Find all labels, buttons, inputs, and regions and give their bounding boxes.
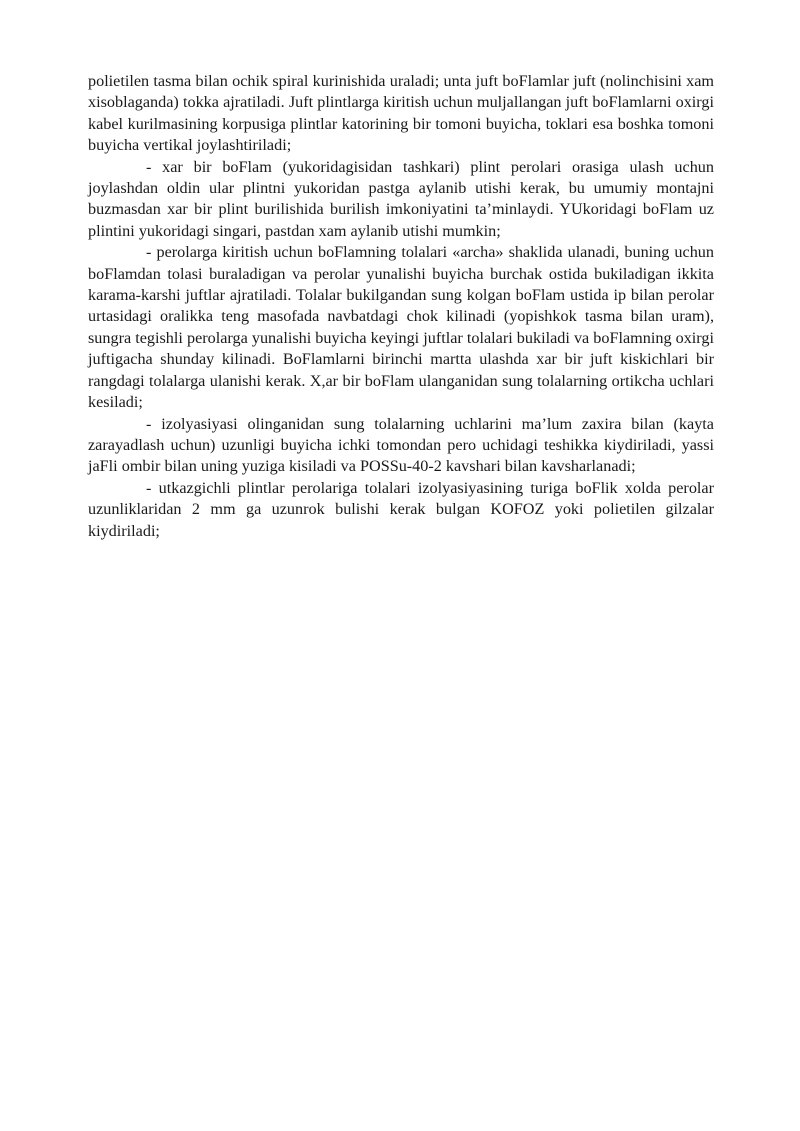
document-page [88, 71, 714, 542]
paragraph-continuation: polietilen tasma bilan ochik spiral kurinishida uraladi; unta juft boFlamlar juft (nolinchisini xam xisoblaganda) tokka ajratiladi. Juft plintlarga kiritish uchun muljallangan juft boFlamlarni oxirgi kabel kurilmasining korpusiga plintlar katorining bir tomoni buyicha, toklari esa boshka tomoni buyicha vertikal joylashtiriladi; [88, 72, 714, 155]
paragraph-list-item-2: - perolarga kiritish uchun boFlamning tolalari «archa» shaklida ulanadi, buning uchun boFlamdan tolasi buraladigan va perolar yunalishi buyicha burchak ostida bukiladigan ikkita karama-karshi juftlar ajratiladi. Tolalar bukilgandan sung kolgan boFlam ustida ip bilan perolar urtasidagi oralikka teng masofada navbatdagi chok kilinadi (yopishkok tasma bilan uram), sungra tegishli perolarga yunalishi buyicha keyingi juftlar tolalari bukiladi va boFlamning oxirgi juftigacha shunday kilinadi. BoFlamlarni birinchi martta ulashda xar bir juft kiskichlari bir rangdagi tolalarga ulanishi kerak. X,ar bir boFlam ulanganidan sung tolalarning ortikcha uchlari kesiladi; [88, 243, 714, 412]
paragraph-list-item-4: - utkazgichli plintlar perolariga tolalari izolyasiyasining turiga boFlik xolda perolar uzunliklaridan 2 mm ga uzunrok bulishi kerak bulgan KOFOZ yoki polietilen gilzalar kiydiriladi; [88, 478, 714, 540]
paragraph-list-item-3: - izolyasiyasi olinganidan sung tolalarning uchlarini ma’lum zaxira bilan (kayta zarayadlash uchun) uzunligi buyicha ichki tomondan pero uchidagi teshikka kiydiriladi, yassi jaFli ombir bilan uning yuziga kisiladi va POSSu-40-2 kavshari bilan kavsharlanadi; [88, 414, 714, 476]
paragraph-list-item-1: - xar bir boFlam (yukoridagisidan tashkari) plint perolari orasiga ulash uchun joylashdan oldin ular plintni yukoridan pastga aylanib utishi kerak, bu umumiy montajni buzmasdan xar bir plint burilishida burilish imkoniyatini ta’minlaydi. YUkoridagi boFlam uz plintini yukoridagi singari, pastdan xam aylanib utishi mumkin; [88, 157, 714, 240]
